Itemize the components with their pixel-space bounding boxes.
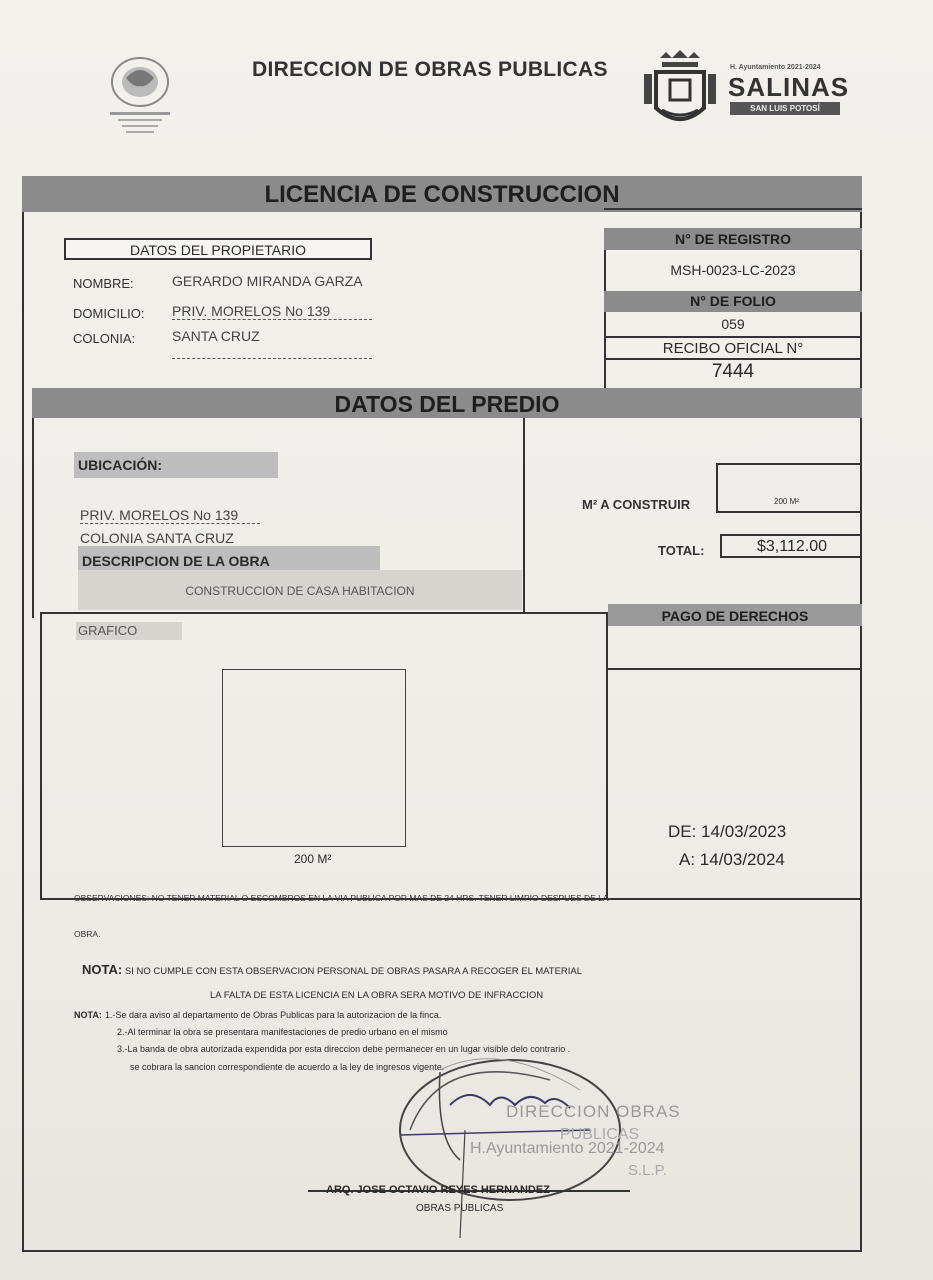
owner-colony-value: SANTA CRUZ [172,328,372,359]
stamp-line1: DIRECCION OBRAS [506,1102,681,1121]
ubicacion-label: UBICACIÓN: [74,452,278,478]
recibo-value: 7444 [711,361,755,382]
pago-de: DE: 14/03/2023 [668,822,787,841]
predio-divider [523,418,525,612]
recibo-line [604,358,862,360]
grafico-left-border [40,614,42,900]
ubicacion-line1: PRIV. MORELOS No 139 [80,507,260,524]
ubicacion-line2: COLONIA SANTA CRUZ [80,530,234,546]
owner-address-value: PRIV. MORELOS No 139 [172,303,372,320]
total-value: $3,112.00 [720,534,862,558]
note-item-3: 3.-La banda de obra autorizada expendida por esta direccion debe permanecer en un lugar visible delo contrario . [117,1044,571,1054]
pago-a: A: 14/03/2024 [679,850,785,869]
registry-top-line [604,208,862,210]
nota2-prefix: NOTA: [74,1010,102,1020]
department-title: DIRECCION DE OBRAS PUBLICAS [252,58,608,81]
total-label: TOTAL: [658,543,705,558]
nota-body: SI NO CUMPLE CON ESTA OBSERVACION PERSONAL DE OBRAS PASARA A RECOGER EL MATERIAL [124,966,583,977]
coat-of-arms-seal-icon [88,48,192,140]
nota-prefix: NOTA: [82,962,123,977]
note-item-2: 2.-Al terminar la obra se presentara manifestaciones de predio urbano en el mismo [117,1027,448,1037]
castle-crest-icon [640,50,720,140]
observaciones-line1: OBSERVACIONES: NO TENER MATERIAL O ESCOMBROS EN LA VIA PUBLICA POR MAS DE 24 HRS. TENER LIMPIO DESPUES DE LA [74,893,609,903]
descripcion-value: CONSTRUCCION DE CASA HABITACION [78,570,522,610]
registro-value: MSH-0023-LC-2023 [670,262,796,278]
owner-address-label: DOMICILIO: [73,306,145,321]
owner-section-label: DATOS DEL PROPIETARIO [64,238,372,260]
folio-bottom-line [604,336,862,338]
logo-name: SALINAS [728,72,850,102]
pago-label: PAGO DE DERECHOS [608,604,862,626]
stamp-line4: S.L.P. [628,1162,667,1179]
owner-name-value: GERARDO MIRANDA GARZA [172,273,363,289]
descripcion-label: DESCRIPCION DE LA OBRA [78,546,380,572]
stamp-line3: H.Ayuntamiento 2021-2024 [470,1140,665,1157]
logo-sub: SAN LUIS POTOSÍ [730,102,840,115]
pago-line [608,668,862,670]
folio-label: N° DE FOLIO [604,291,862,312]
grafico-area: 200 M² [294,852,332,866]
falta-text: LA FALTA DE ESTA LICENCIA EN LA OBRA SERA MOTIVO DE INFRACCION [210,990,544,1001]
logo-top-text: H. Ayuntamiento 2021-2024 [730,64,821,71]
observaciones-line2: OBRA. [74,929,101,939]
registro-label: N° DE REGISTRO [604,228,862,250]
predio-left-border [32,418,34,618]
nota-text [82,962,582,977]
signer-name: ARQ. JOSE OCTAVIO REYES HERNANDEZ [326,1184,550,1196]
recibo-label: RECIBO OFICIAL N° [662,340,804,357]
folio-value: 059 [721,316,745,332]
license-title: LICENCIA DE CONSTRUCCION [22,176,862,212]
salinas-logo [640,50,860,140]
grafico-divider [606,612,608,900]
owner-name-label: NOMBRE: [73,276,134,291]
predio-title: DATOS DEL PREDIO [32,388,862,418]
grafico-label: GRAFICO [76,622,182,640]
grafico-box [222,669,406,847]
note-item-3b: se cobrara la sancion correspondiente de acuerdo a la ley de ingresos vigente. [130,1062,445,1072]
m2-value: 200 M² [774,497,799,506]
owner-colony-label: COLONIA: [73,331,136,346]
note-item-1: 1.-Se dara aviso al departamento de Obras Publicas para la autorizacion de la finca. [105,1010,442,1020]
m2-label: M² A CONSTRUIR [582,497,691,512]
stamp-line2: PUBLICAS [560,1126,640,1143]
signer-dept: OBRAS PUBLICAS [416,1203,504,1214]
